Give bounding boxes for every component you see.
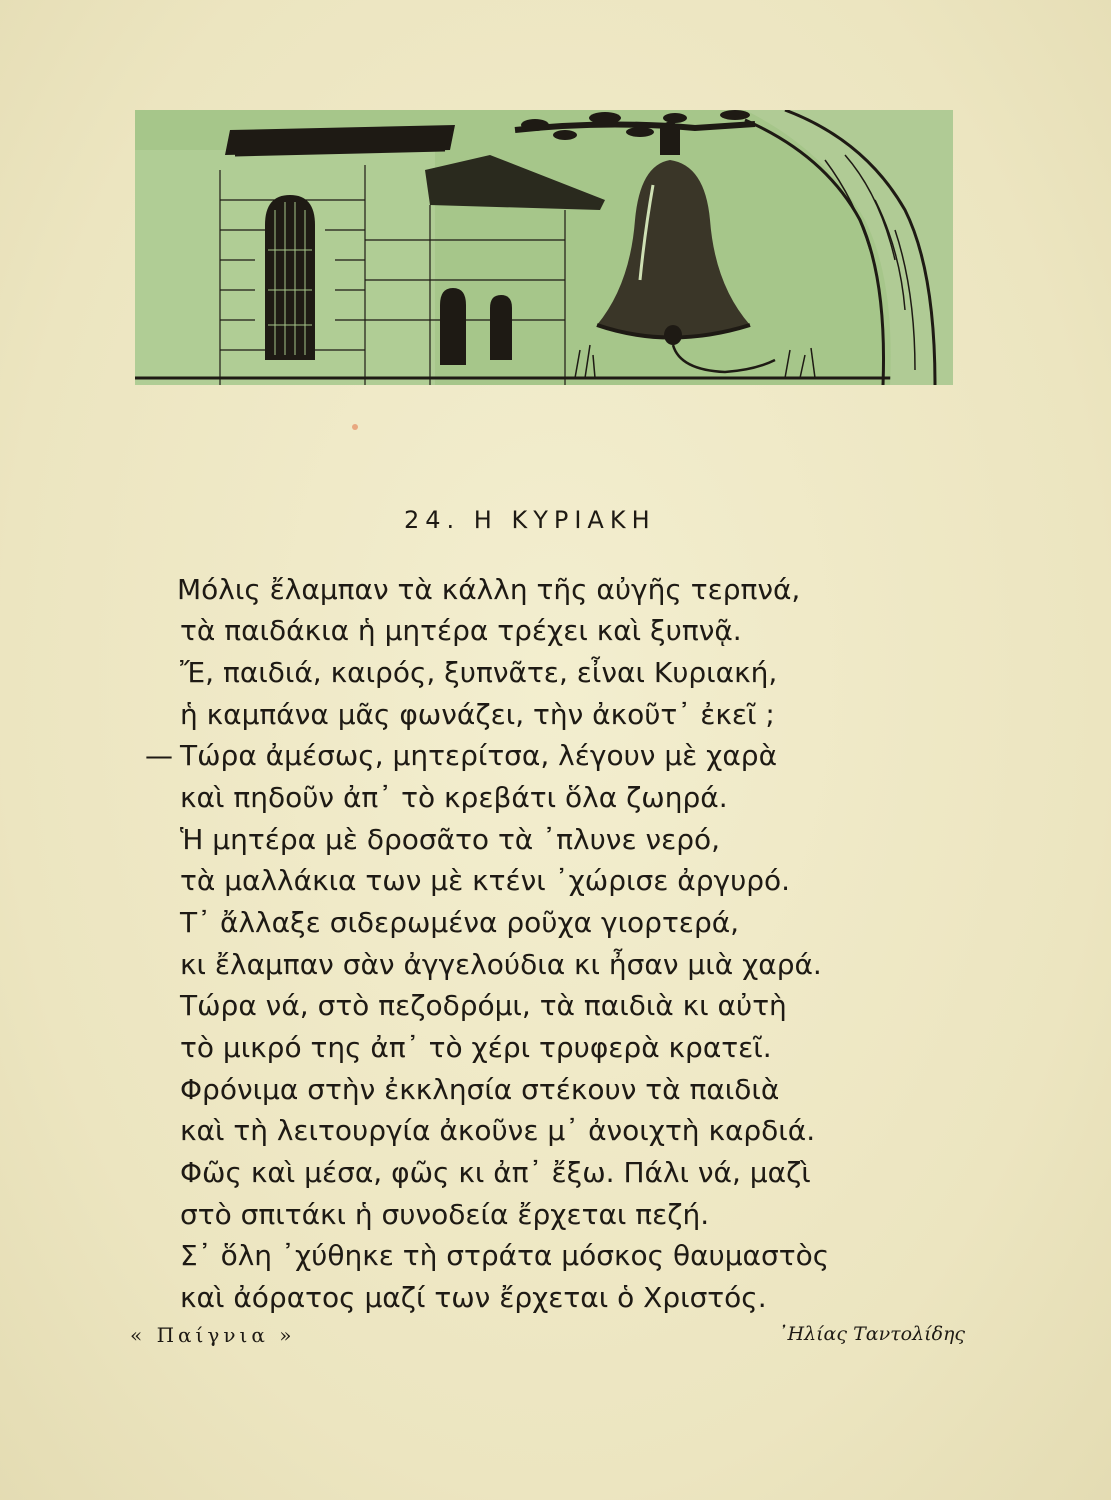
poem-line: καὶ τὴ λειτουργία ἀκοῦνε μ᾽ ἀνοιχτὴ καρδιά.: [180, 1114, 816, 1147]
poem-line: Τώρα νά, στὸ πεζοδρόμι, τὰ παιδιὰ κι αὐτὴ: [180, 989, 787, 1022]
poem-line: ἡ καμπάνα μᾶς φωνάζει, τὴν ἀκοῦτ᾽ ἐκεῖ ;: [180, 698, 775, 731]
author-name: ᾽Ηλίας Ταντολίδης: [778, 1323, 966, 1345]
source-citation: « Παίγνια »: [130, 1323, 296, 1347]
poem-line: κι ἔλαμπαν σὰν ἀγγελούδια κι ἦσαν μιὰ χαρά.: [180, 948, 822, 981]
poem-line: Φῶς καὶ μέσα, φῶς κι ἀπ᾽ ἔξω. Πάλι νά, μαζὶ: [180, 1156, 811, 1189]
poem-line: καὶ πηδοῦν ἀπ᾽ τὸ κρεβάτι ὅλα ζωηρά.: [180, 781, 728, 814]
poem-line: Φρόνιμα στὴν ἐκκλησία στέκουν τὰ παιδιὰ: [180, 1073, 780, 1106]
poem-title: 24. Η ΚΥΡΙΑΚΗ: [404, 506, 656, 534]
poem-line: τὰ παιδάκια ἡ μητέρα τρέχει καὶ ξυπνᾷ.: [180, 614, 742, 647]
poem-line: Τώρα ἀμέσως, μητερίτσα, λέγουν μὲ χαρὰ: [180, 739, 778, 772]
poem-line: τὸ μικρό της ἀπ᾽ τὸ χέρι τρυφερὰ κρατεῖ.: [180, 1031, 772, 1064]
church-bell-illustration: [135, 110, 953, 385]
poem-line: τὰ μαλλάκια των μὲ κτένι ᾽χώρισε ἀργυρό.: [180, 864, 791, 897]
poem-line: Τ᾽ ἄλλαξε σιδερωμένα ροῦχα γιορτερά,: [180, 906, 740, 939]
poem-line: Μόλις ἔλαμπαν τὰ κάλλη τῆς αὐγῆς τερπνά,: [177, 573, 801, 606]
dialogue-dash: —: [145, 739, 173, 772]
church-bell-tree-icon: [135, 110, 953, 385]
poem-line: καὶ ἀόρατος μαζί των ἔρχεται ὁ Χριστός.: [180, 1281, 767, 1314]
poem-line: Ἡ μητέρα μὲ δροσᾶτο τὰ ᾽πλυνε νερό,: [180, 823, 721, 856]
paper-speck: [352, 424, 358, 430]
poem-line: Ἔ, παιδιά, καιρός, ξυπνᾶτε, εἶναι Κυριακή,: [180, 656, 778, 689]
poem-line: στὸ σπιτάκι ἡ συνοδεία ἔρχεται πεζή.: [180, 1198, 710, 1231]
poem-line: Σ᾽ ὅλη ᾽χύθηκε τὴ στράτα μόσκος θαυμαστὸς: [180, 1239, 830, 1272]
